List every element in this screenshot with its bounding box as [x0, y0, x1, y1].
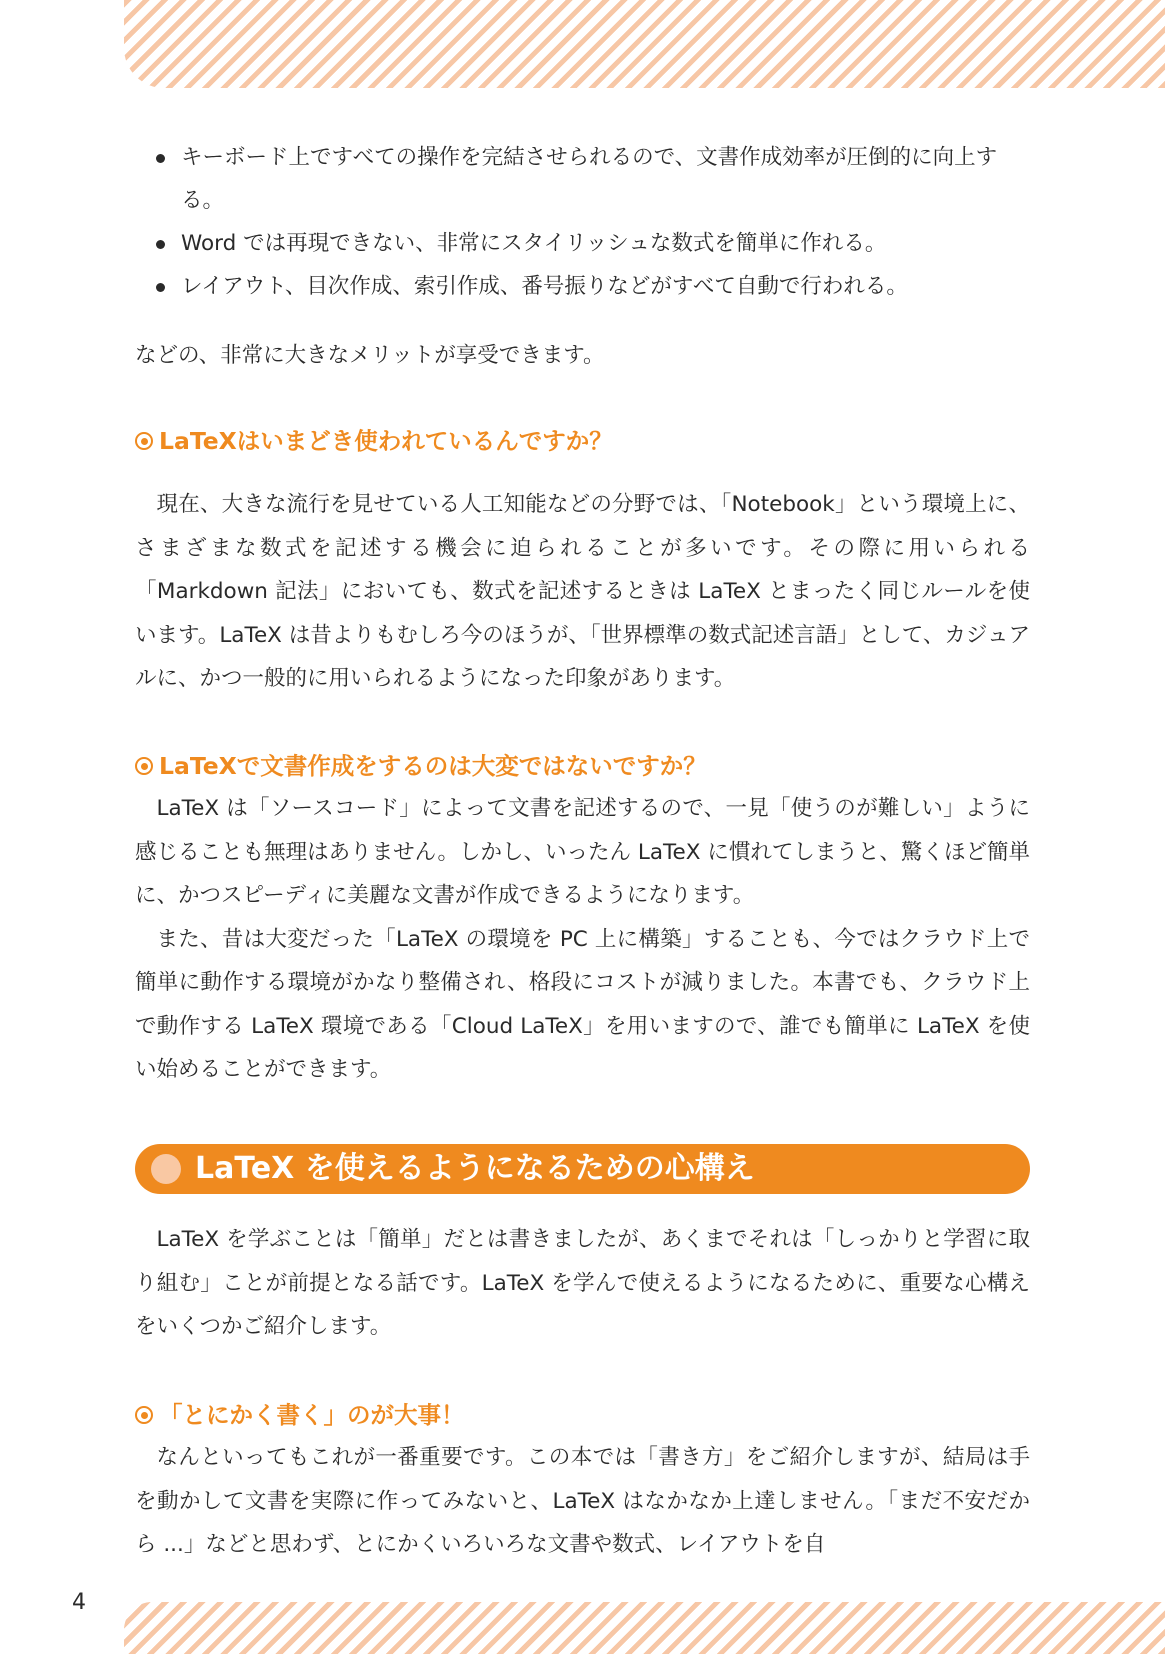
bottom-stripe-decoration	[124, 1602, 1165, 1654]
merits-sentence: などの、非常に大きなメリットが享受できます。	[135, 343, 605, 368]
qa2-paragraph-1: LaTeX は「ソースコード」によって文書を記述するので、一見「使うのが難しい」ように感じることも無理はありません。しかし、いったん LaTeX に慣れてしまうと、驚くほど簡単に、かつスピーディに美麗な文書が作成できるようになります。	[135, 796, 1030, 908]
section-intro	[135, 1218, 1030, 1349]
bullseye-icon	[135, 757, 153, 775]
bullseye-icon	[135, 1406, 153, 1424]
qa2-paragraph-2: また、昔は大変だった「LaTeX の環境を PC 上に構築」することも、今ではクラウド上で簡単に動作する環境がかなり整備され、格段にコストが減りました。本書でも、クラウド上で動作する LaTeX 環境である「Cloud LaTeX」を用いますので、誰でも簡単に LaTeX を使い始めることができます。	[135, 926, 1030, 1082]
qa3-heading-text: 「とにかく書く」のが大事！	[159, 1401, 465, 1429]
top-stripe-decoration	[124, 0, 1165, 88]
qa2-body	[135, 787, 1030, 1092]
qa1-heading-text: LaTeXはいまどき使われているんですか？	[159, 427, 613, 455]
list-item: キーボード上ですべての操作を完結させられるので、文書作成効率が圧倒的に向上する。	[135, 136, 1030, 222]
section-title: LaTeX を使えるようになるための心構え	[195, 1151, 755, 1186]
merit-list	[135, 136, 1030, 308]
qa1-body	[135, 483, 1030, 701]
section-header-bar	[135, 1144, 1030, 1194]
qa3-paragraph: なんといってもこれが一番重要です。この本では「書き方」をご紹介しますが、結局は手を動かして文書を実際に作ってみないと、LaTeX はなかなか上達しません。「まだ不安だから ...」などと思わず、とにかくいろいろな文書や数式、レイアウトを自	[135, 1445, 1030, 1557]
qa2-heading	[135, 749, 1030, 783]
qa3-body	[135, 1436, 1030, 1567]
section-intro-paragraph: LaTeX を学ぶことは「簡単」だとは書きましたが、あくまでそれは「しっかりと学習に取り組む」ことが前提となる話です。LaTeX を学んで使えるようになるために、重要な心構えをいくつかご紹介します。	[135, 1227, 1030, 1339]
qa2-heading-text: LaTeXで文書作成をするのは大変ではないですか？	[159, 752, 707, 780]
bullseye-icon	[135, 432, 153, 450]
qa3-heading	[135, 1398, 1030, 1432]
circle-icon	[151, 1154, 181, 1184]
page-number: 4	[72, 1590, 86, 1615]
list-item: レイアウト、目次作成、索引作成、番号振りなどがすべて自動で行われる。	[135, 265, 1030, 308]
qa1-paragraph: 現在、大きな流行を見せている人工知能などの分野では、「Notebook」という環境上に、さまざまな数式を記述する機会に迫られることが多いです。その際に用いられる「Markdown 記法」においても、数式を記述するときは LaTeX とまったく同じルールを使います。LaTeX は昔よりもむしろ今のほうが、「世界標準の数式記述言語」として、カジュアルに、かつ一般的に用いられるようになった印象があります。	[135, 492, 1030, 691]
qa1-heading	[135, 424, 1030, 458]
list-item: Word では再現できない、非常にスタイリッシュな数式を簡単に作れる。	[135, 222, 1030, 265]
